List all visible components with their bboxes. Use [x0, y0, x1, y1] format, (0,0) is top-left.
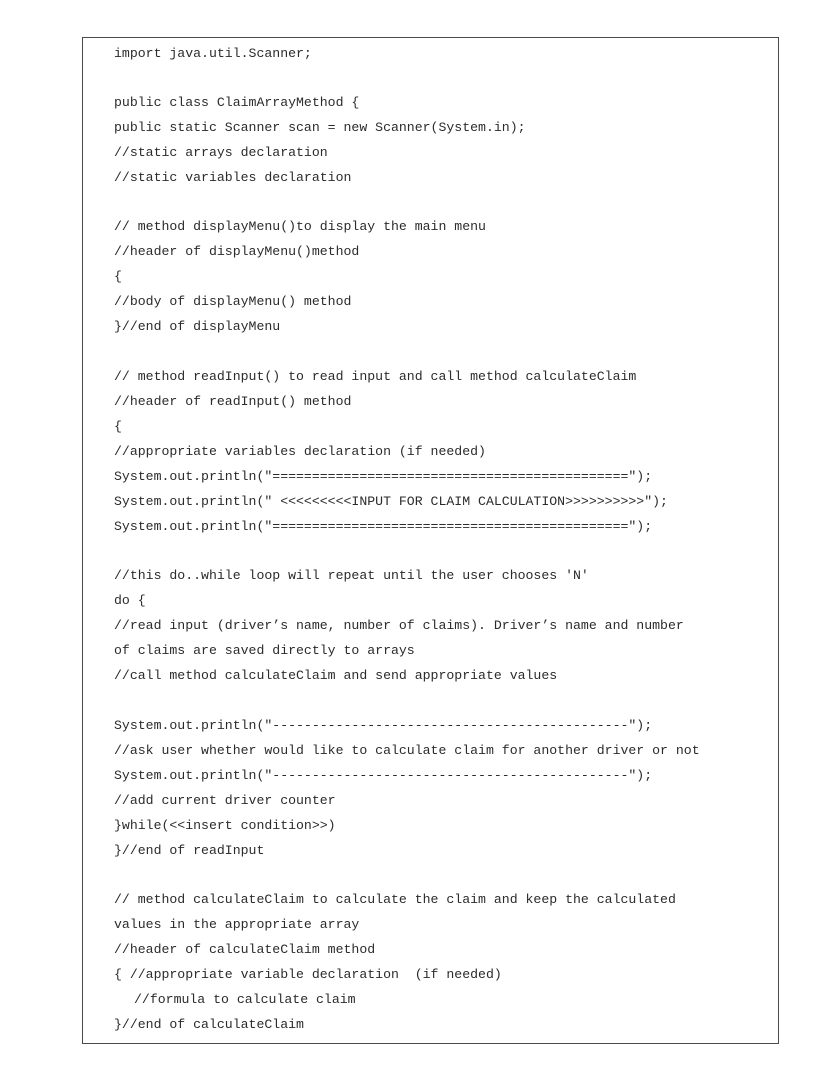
code-line-comment: //body of displayMenu() method — [114, 294, 352, 309]
code-line-comment: //ask user whether would like to calculate claim for another driver or not — [114, 743, 700, 758]
code-line-comment: //static arrays declaration — [114, 145, 328, 160]
code-line-println: System.out.println(" <<<<<<<<<INPUT FOR CLAIM CALCULATION>>>>>>>>>>"); — [114, 494, 668, 509]
code-line-brace: { — [114, 269, 122, 284]
code-line-comment: //header of readInput() method — [114, 394, 352, 409]
code-line-brace: }//end of calculateClaim — [114, 1017, 304, 1032]
code-line-comment: values in the appropriate array — [114, 917, 360, 932]
code-line-brace: { //appropriate variable declaration (if needed) — [114, 967, 502, 982]
code-line-while: }while(<<insert condition>>) — [114, 818, 336, 833]
code-line-comment: //header of calculateClaim method — [114, 942, 376, 957]
code-line-import: import java.util.Scanner; — [114, 46, 312, 61]
code-line-scanner: public static Scanner scan = new Scanner(System.in); — [114, 120, 526, 135]
code-listing-box — [82, 37, 779, 1044]
code-line-println: System.out.println("============================================="); — [114, 519, 653, 534]
code-line-comment: //appropriate variables declaration (if needed) — [114, 444, 486, 459]
code-line-comment: of claims are saved directly to arrays — [114, 643, 415, 658]
code-line-comment: //header of displayMenu()method — [114, 244, 360, 259]
code-line-comment: //formula to calculate claim — [134, 992, 356, 1007]
code-line-println: System.out.println("============================================="); — [114, 469, 653, 484]
code-line-comment: // method calculateClaim to calculate the claim and keep the calculated — [114, 892, 676, 907]
code-line-comment: //call method calculateClaim and send appropriate values — [114, 668, 558, 683]
code-line-brace: { — [114, 419, 122, 434]
code-line-comment: // method readInput() to read input and call method calculateClaim — [114, 369, 637, 384]
code-line-comment: // method displayMenu()to display the main menu — [114, 219, 486, 234]
code-line-comment: //this do..while loop will repeat until the user chooses 'N' — [114, 568, 589, 583]
code-line-comment: //add current driver counter — [114, 793, 336, 808]
code-line-brace: }//end of displayMenu — [114, 319, 281, 334]
code-line-comment: //read input (driver’s name, number of claims). Driver’s name and number — [114, 618, 684, 633]
code-line-brace: }//end of readInput — [114, 843, 265, 858]
code-line-comment: //static variables declaration — [114, 170, 352, 185]
code-line-class-header: public class ClaimArrayMethod { — [114, 95, 360, 110]
code-line-do: do { — [114, 593, 146, 608]
code-line-println: System.out.println("---------------------------------------------"); — [114, 768, 653, 783]
code-line-println: System.out.println("---------------------------------------------"); — [114, 718, 653, 733]
